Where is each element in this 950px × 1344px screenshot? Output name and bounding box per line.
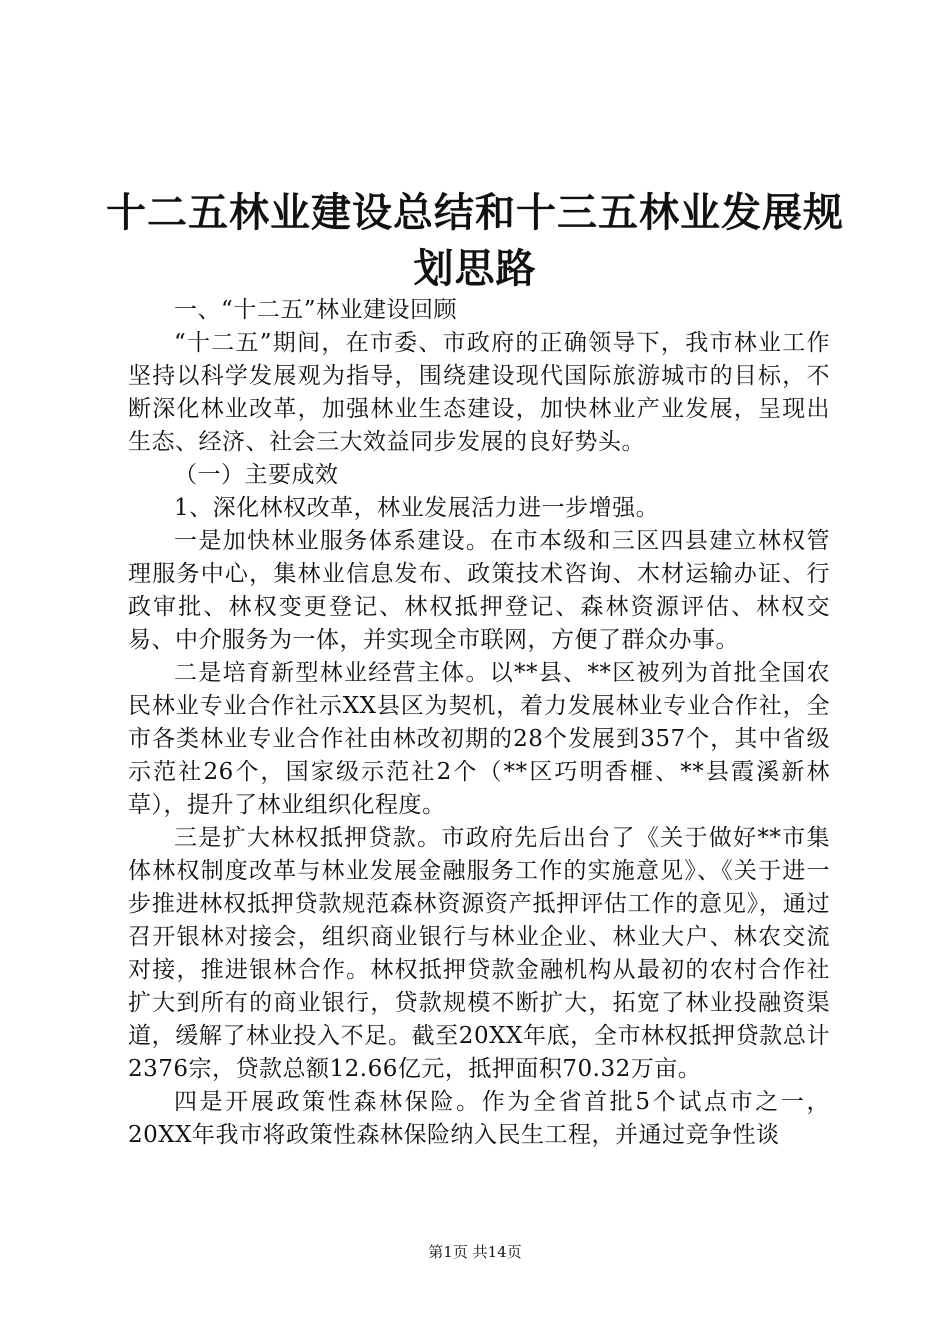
body-paragraph: 四是开展政策性森林保险。作为全省首批5个试点市之一，20XX年我市将政策性森林保险纳入民生工程，并通过竞争性谈 xyxy=(128,1089,830,1148)
body-paragraph: 一是加快林业服务体系建设。在市本级和三区四县建立林权管理服务中心，集林业信息发布、政策技术咨询、木材运输办证、行政审批、林权变更登记、林权抵押登记、森林资源评估、林权交易、中介服务为一体，并实现全市联网，方便了群众办事。 xyxy=(128,528,830,653)
section-heading: 一、“十二五”林业建设回顾 xyxy=(174,297,458,323)
page-number: 第1页 共14页 xyxy=(428,1243,522,1261)
document-title: 十二五林业建设总结和十三五林业发展规划思路 xyxy=(106,190,844,292)
item-heading: 1、深化林权改革，林业发展活力进一步增强。 xyxy=(174,495,660,521)
body-paragraph: 二是培育新型林业经营主体。以**县、**区被列为首批全国农民林业专业合作社示XX县区为契机，着力发展林业专业合作社，全市各类林业专业合作社由林改初期的28个发展到357个，其中省级示范社26个，国家级示范社2个（**区巧明香榧、**县霞溪新林草），提升了林业组织化程度。 xyxy=(128,660,830,818)
intro-paragraph: “十二五”期间，在市委、市政府的正确领导下，我市林业工作坚持以科学发展观为指导，围绕建设现代国际旅游城市的目标，不断深化林业改革，加强林业生态建设，加快林业产业发展，呈现出生态、经济、社会三大效益同步发展的良好势头。 xyxy=(128,330,830,455)
document-body xyxy=(128,294,830,1152)
body-paragraph: 三是扩大林权抵押贷款。市政府先后出台了《关于做好**市集体林权制度改革与林业发展金融服务工作的实施意见》、《关于进一步推进林权抵押贷款规范森林资源资产抵押评估工作的意见》，通过召开银林对接会，组织商业银行与林业企业、林业大户、林农交流对接，推进银林合作。林权抵押贷款金融机构从最初的农村合作社扩大到所有的商业银行，贷款规模不断扩大，拓宽了林业投融资渠道，缓解了林业投入不足。截至20XX年底，全市林权抵押贷款总计2376宗，贷款总额12.66亿元，抵押面积70.32万亩。 xyxy=(128,825,830,1082)
subsection-heading: （一）主要成效 xyxy=(174,462,339,488)
